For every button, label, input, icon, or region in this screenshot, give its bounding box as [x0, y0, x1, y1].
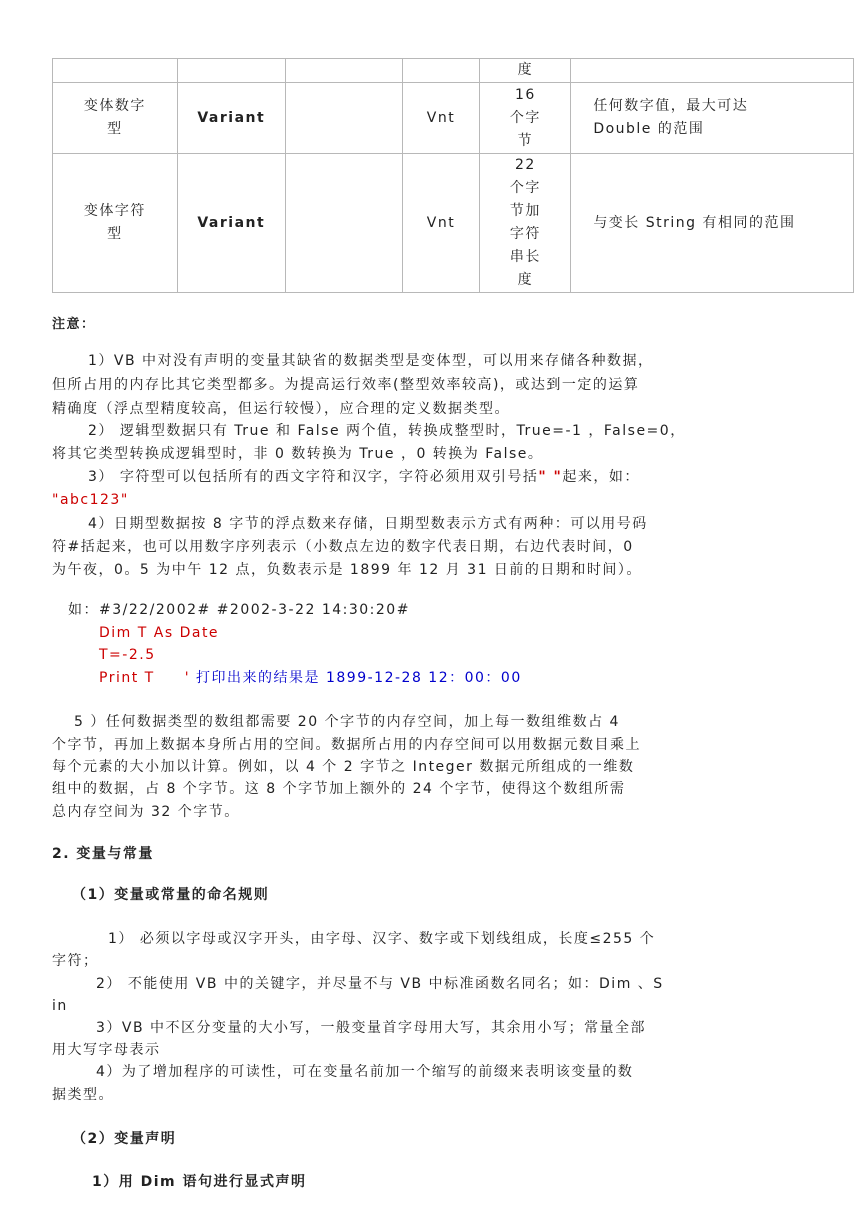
table-row: [53, 83, 854, 154]
table-row: [53, 59, 854, 83]
note-5-line-1: 5 ）任何数据类型的数组都需要 20 个字节的内存空间，加上每一数组维数占 4: [74, 714, 620, 730]
rule-1-line-1: 1） 必须以字母或汉字开头，由字母、汉字、数字或下划线组成，长度≤255 个: [108, 931, 656, 947]
keyword-cell: Variant: [177, 83, 285, 154]
note-3-line-1: 3） 字符型可以包括所有的西文字符和汉字，字符必须用双引号括" "起来，如：: [88, 469, 640, 485]
note-2-line-2: 将其它类型转换成逻辑型时，非 0 数转换为 True ，0 转换为 False。: [52, 446, 544, 462]
date-example: 如：#3/22/2002# #2002-3-22 14:30:20#: [68, 602, 410, 618]
subsection-dim-statement: 1）用 Dim 语句进行显式声明: [92, 1174, 307, 1190]
suffix-cell: [285, 154, 402, 293]
code-line-2: T=-2.5: [99, 647, 156, 663]
note-5-line-5: 总内存空间为 32 个字节。: [52, 804, 240, 820]
section-2-title: 2. 变量与常量: [52, 846, 154, 862]
code-line-1: Dim T As Date: [99, 625, 220, 641]
rule-4-line-1: 4）为了增加程序的可读性，可在变量名前加一个缩写的前缀来表明该变量的数: [96, 1064, 634, 1080]
table-row: [53, 154, 854, 293]
note-5-line-4: 组中的数据，占 8 个字节。这 8 个字节加上额外的 24 个字节，使得这个数组所需: [52, 781, 626, 797]
rule-1-line-2: 字符；: [52, 953, 99, 969]
note-1-line-3: 精确度（浮点型精度较高，但运行较慢），应合理的定义数据类型。: [52, 401, 510, 417]
keyword-cell: Variant: [177, 154, 285, 293]
subsection-naming-rules: （1）变量或常量的命名规则: [72, 887, 270, 903]
data-type-table: [52, 58, 854, 293]
rule-2-line-1: 2） 不能使用 VB 中的关键字，并尽量不与 VB 中标准函数名同名；如：Dim 、S: [96, 976, 664, 992]
size-cell: 16 个字 节: [480, 83, 571, 154]
rule-4-line-2: 据类型。: [52, 1087, 114, 1103]
note-5-line-2: 个字节，再加上数据本身所占用的空间。数据所占用的内存空间可以用数据元数目乘上: [52, 737, 641, 753]
double-quote-mark: " ": [538, 469, 563, 485]
size-cell: 度: [480, 59, 571, 83]
string-example: "abc123": [52, 492, 129, 508]
type-cell: 变体数字 型: [53, 83, 178, 154]
note-5-line-3: 每个元素的大小加以计算。例如，以 4 个 2 字节之 Integer 数据元所组成的一维数: [52, 759, 635, 775]
abbr-cell: Vnt: [402, 154, 480, 293]
note-1-line-1: 1）VB 中对没有声明的变量其缺省的数据类型是变体型，可以用来存储各种数据，: [88, 353, 654, 369]
code-line-3: Print T ' 打印出来的结果是 1899-12-28 12：00：00: [99, 670, 522, 686]
type-cell: 变体字符 型: [53, 154, 178, 293]
abbr-cell: Vnt: [402, 83, 480, 154]
note-4-line-3: 为午夜，0。5 为中午 12 点，负数表示是 1899 年 12 月 31 日前的日期和时间）。: [52, 562, 642, 578]
rule-3-line-1: 3）VB 中不区分变量的大小写，一般变量首字母用大写，其余用小写；常量全部: [96, 1020, 647, 1036]
rule-2-line-2: in: [52, 998, 68, 1014]
range-cell: 任何数字值，最大可达 Double 的范围: [571, 83, 854, 154]
notes-heading: 注意：: [52, 317, 96, 332]
range-cell: 与变长 String 有相同的范围: [571, 154, 854, 293]
size-cell: 22 个字 节加 字符 串长 度: [480, 154, 571, 293]
note-4-line-1: 4）日期型数据按 8 字节的浮点数来存储，日期型数表示方式有两种：可以用号码: [88, 516, 648, 532]
note-1-line-2: 但所占用的内存比其它类型都多。为提高运行效率(整型效率较高)，或达到一定的运算: [52, 377, 640, 393]
subsection-variable-declaration: （2）变量声明: [72, 1131, 177, 1147]
rule-3-line-2: 用大写字母表示: [52, 1042, 161, 1058]
suffix-cell: [285, 83, 402, 154]
note-4-line-2: 符#括起来，也可以用数字序列表示（小数点左边的数字代表日期，右边代表时间，0: [52, 539, 634, 555]
note-2-line-1: 2） 逻辑型数据只有 True 和 False 两个值，转换成整型时，True=-1 ，False=0，: [88, 423, 686, 439]
